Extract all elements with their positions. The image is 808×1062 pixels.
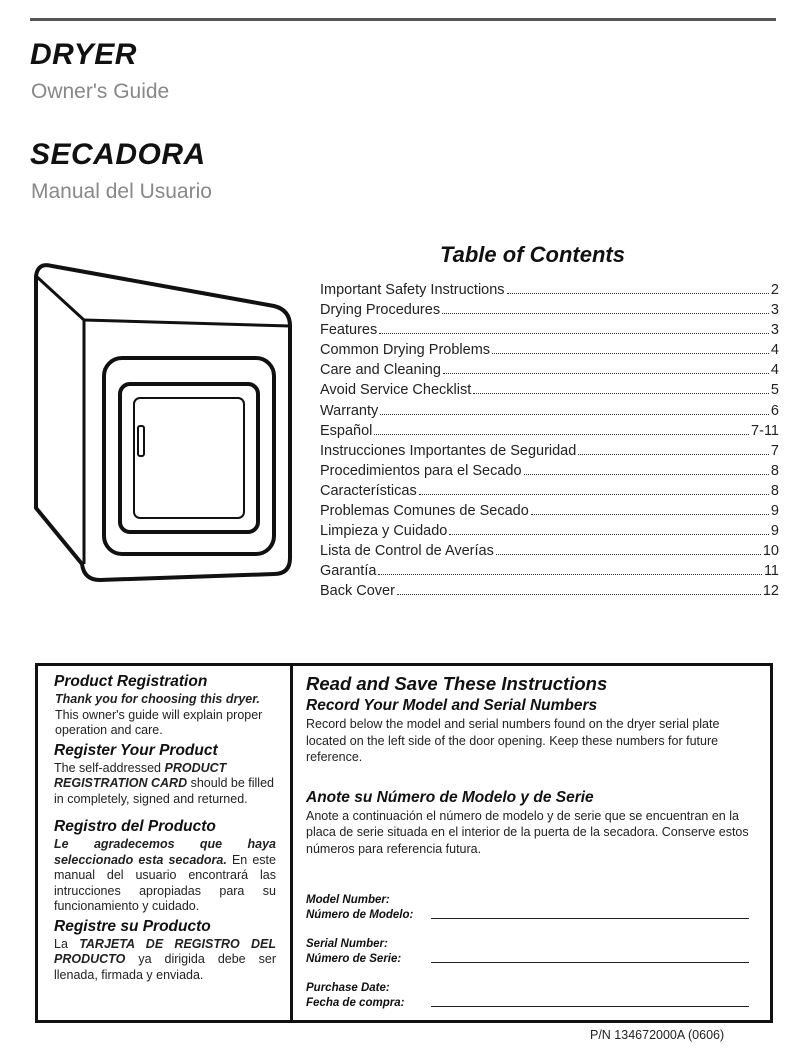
field-label-es: Número de Modelo: xyxy=(306,909,414,921)
register-text-es xyxy=(54,937,276,984)
toc-leader-dots xyxy=(374,434,749,435)
thanks-bold-es: Le agradecemos que haya seleccionado esta secadora. xyxy=(54,837,276,867)
toc-item-title: Features xyxy=(320,322,378,339)
toc-leader-dots xyxy=(449,534,769,535)
toc-item xyxy=(320,382,779,402)
toc-item-page: 3 xyxy=(770,302,779,319)
record-field xyxy=(306,937,756,967)
record-fields xyxy=(306,893,756,1011)
toc-item xyxy=(320,403,779,423)
toc-item-page: 6 xyxy=(770,402,779,419)
toc-leader-dots xyxy=(492,353,769,354)
thanks-text-en xyxy=(54,692,276,739)
toc-item xyxy=(320,342,779,362)
toc-item-title: Avoid Service Checklist xyxy=(320,382,472,399)
toc-item-title: Limpieza y Cuidado xyxy=(320,523,448,540)
toc-item-page: 12 xyxy=(762,583,779,600)
toc-leader-dots xyxy=(531,514,769,515)
instructions-column xyxy=(306,672,756,1011)
toc-item-title: Garantía xyxy=(320,563,377,580)
field-label-en: Model Number: xyxy=(306,894,390,906)
toc-list xyxy=(320,282,779,604)
toc-leader-dots xyxy=(524,474,769,475)
toc-item-page: 11 xyxy=(763,563,779,580)
toc-item-title: Instrucciones Importantes de Seguridad xyxy=(320,442,577,459)
toc-item-page: 8 xyxy=(770,462,779,479)
field-label-es: Fecha de compra: xyxy=(306,997,405,1009)
record-field xyxy=(306,981,756,1011)
toc-item-title: Características xyxy=(320,482,417,499)
record-field-label xyxy=(306,893,431,923)
toc-item-page: 10 xyxy=(762,543,779,560)
toc-item-title: Care and Cleaning xyxy=(320,362,441,379)
toc-item xyxy=(320,443,779,463)
field-label-es: Número de Serie: xyxy=(306,953,402,965)
toc-item-page: 8 xyxy=(770,482,779,499)
toc-item xyxy=(320,322,779,342)
thanks-text-es xyxy=(54,837,276,915)
anote-heading: Anote su Número de Modelo y de Serie xyxy=(306,788,594,806)
toc-item-title: Drying Procedures xyxy=(320,302,441,319)
toc-title: Table of Contents xyxy=(440,242,625,267)
box-divider xyxy=(290,666,293,1020)
toc-item xyxy=(320,423,779,443)
write-in-line xyxy=(431,917,749,919)
toc-item-title: Lista de Control de Averías xyxy=(320,543,494,560)
toc-item-page: 5 xyxy=(770,382,779,399)
thanks-rest-es: En este manual del usuario encontrará las intrucciones apropiadas para su funcionamiento y cuidado. xyxy=(54,852,276,913)
registration-column xyxy=(54,672,276,985)
toc-leader-dots xyxy=(380,414,769,415)
toc-leader-dots xyxy=(496,554,761,555)
toc-leader-dots xyxy=(578,454,769,455)
toc-item xyxy=(320,563,779,583)
toc-leader-dots xyxy=(442,313,769,314)
thanks-rest-en: This owner's guide will explain proper operation and care. xyxy=(55,707,263,737)
toc-item-page: 9 xyxy=(770,503,779,520)
record-text: Record below the model and serial numbers found on the dryer serial plate located on the left side of the door opening. Keep these numbers for future reference. xyxy=(306,717,720,764)
title-dryer: DRYER xyxy=(30,38,137,71)
toc-item-title: Important Safety Instructions xyxy=(320,282,505,298)
toc-leader-dots xyxy=(397,594,761,595)
toc-item-page: 9 xyxy=(770,523,779,540)
field-label-en: Purchase Date: xyxy=(306,982,390,994)
toc-item xyxy=(320,362,779,382)
thanks-bold-en: Thank you for choosing this dryer. xyxy=(55,692,260,706)
toc-item xyxy=(320,503,779,523)
field-label-en: Serial Number: xyxy=(306,938,388,950)
toc-item-title: Back Cover xyxy=(320,583,395,600)
write-in-line xyxy=(431,961,749,963)
toc-item xyxy=(320,583,779,603)
toc-item-title: Español xyxy=(320,422,373,439)
register-product-heading: Register Your Product xyxy=(54,741,218,759)
toc-item xyxy=(320,463,779,483)
subtitle-owners-guide: Owner's Guide xyxy=(31,80,170,103)
title-secadora: SECADORA xyxy=(30,138,206,171)
part-number: P/N 134672000A (0606) xyxy=(590,1028,725,1042)
register-post-en: should be filled in completely, signed and returned. xyxy=(54,776,274,806)
toc-item-page: 4 xyxy=(770,342,779,359)
register-post-es: ya dirigida debe ser llenada, firmada y enviada. xyxy=(54,952,276,982)
register-bold-es: TARJETA DE REGISTRO DEL PRODUCTO xyxy=(54,936,276,966)
record-field xyxy=(306,893,756,923)
read-save-heading: Read and Save These Instructions xyxy=(306,673,608,694)
toc-item-title: Warranty xyxy=(320,402,379,419)
record-field-label xyxy=(306,937,431,967)
info-box xyxy=(35,663,773,1023)
toc-item xyxy=(320,302,779,322)
toc-item xyxy=(320,282,779,302)
registre-producto-heading: Registre su Producto xyxy=(54,917,211,935)
toc-item-page: 3 xyxy=(770,322,779,339)
product-registration-heading: Product Registration xyxy=(54,673,208,690)
toc-item xyxy=(320,543,779,563)
toc-leader-dots xyxy=(507,293,769,294)
record-heading: Record Your Model and Serial Numbers xyxy=(306,697,598,714)
toc-item xyxy=(320,483,779,503)
registro-producto-heading: Registro del Producto xyxy=(54,818,216,835)
top-rule xyxy=(30,18,776,21)
toc-item xyxy=(320,523,779,543)
register-pre-en: The self-addressed xyxy=(54,760,165,775)
register-bold-en: PRODUCT REGISTRATION CARD xyxy=(54,760,227,790)
toc-item-title: Procedimientos para el Secado xyxy=(320,462,522,479)
write-in-line xyxy=(431,1005,749,1007)
record-field-label xyxy=(306,981,431,1011)
toc-item-page: 2 xyxy=(770,282,779,298)
toc-leader-dots xyxy=(473,393,769,394)
toc-item-page: 7-11 xyxy=(751,422,779,439)
toc-leader-dots xyxy=(443,373,769,374)
toc-leader-dots xyxy=(419,494,769,495)
toc-item-page: 7 xyxy=(770,442,779,459)
register-text-en xyxy=(54,761,276,808)
toc-item-title: Problemas Comunes de Secado xyxy=(320,503,529,520)
toc-leader-dots xyxy=(379,333,769,334)
dryer-illustration xyxy=(28,258,298,588)
toc-leader-dots xyxy=(378,574,762,575)
anote-text: Anote a continuación el número de modelo y de serie que se encuentran en la placa de serie situada en el interior de la puerta de la secadora. Conserve estos números para referencia futura. xyxy=(306,808,749,856)
toc-item-title: Common Drying Problems xyxy=(320,342,491,359)
toc-item-page: 4 xyxy=(770,362,779,379)
subtitle-manual-usuario: Manual del Usuario xyxy=(31,180,212,203)
register-pre-es: La xyxy=(54,936,80,951)
